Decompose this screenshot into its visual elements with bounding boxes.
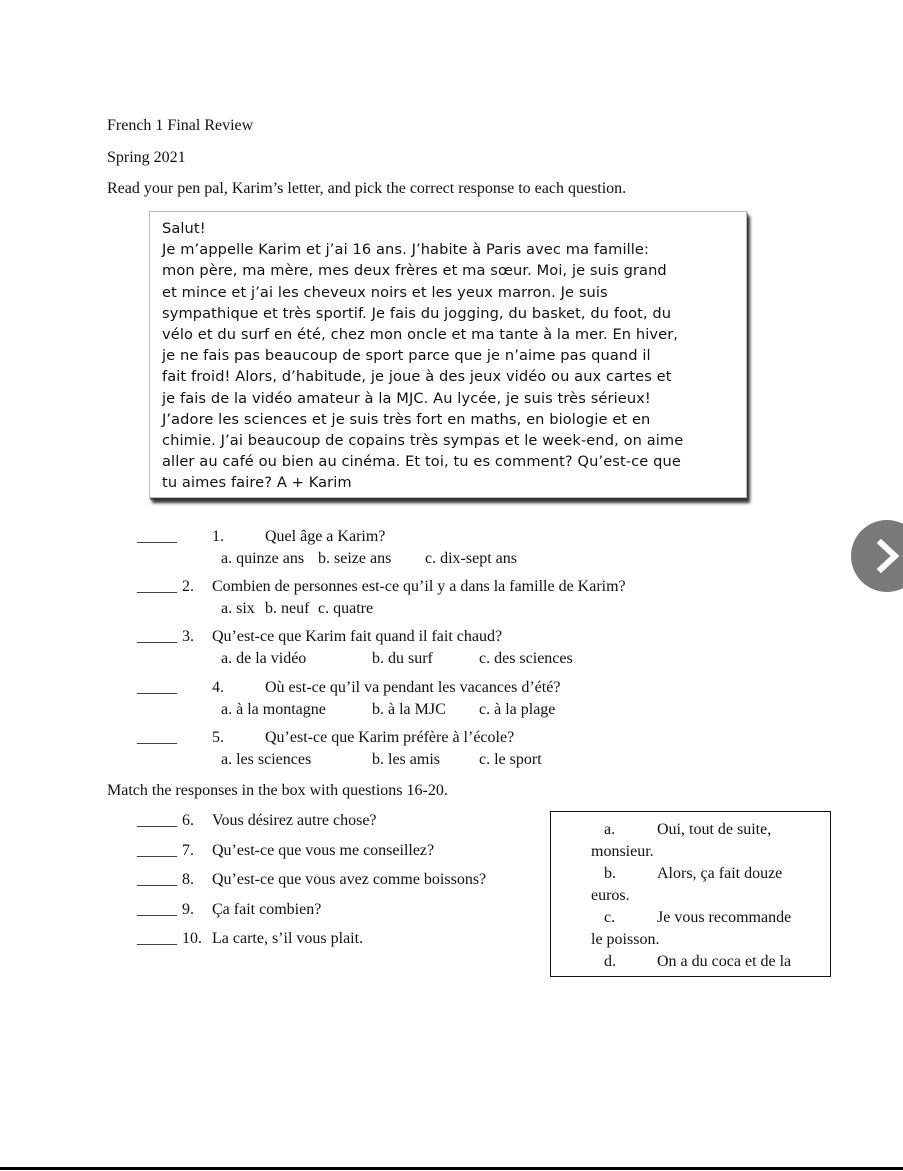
question-number: 7.	[182, 842, 194, 859]
letter-line: tu aimes faire? A + Karim	[162, 474, 352, 492]
question-text: Vous désirez autre chose?	[212, 812, 377, 829]
page-bottom-border	[0, 1167, 903, 1170]
response-text: Oui, tout de suite,	[657, 821, 772, 838]
letter-line: Je m’appelle Karim et j’ai 16 ans. J’habite à Paris avec ma famille:	[162, 241, 650, 259]
question-number: 9.	[182, 901, 194, 918]
letter-line: je fais de la vidéo amateur à la MJC. Au lycée, je suis très sérieux!	[162, 389, 651, 407]
letter-line: et mince et j’ai les cheveux noirs et les yeux marron. Je suis	[162, 283, 608, 301]
next-page-button[interactable]	[851, 520, 903, 592]
question-text: Qu’est-ce que vous avez comme boissons?	[212, 871, 487, 888]
question-number: 3.	[182, 628, 194, 645]
letter-line: chimie. J’ai beaucoup de copains très sympas et le week-end, on aime	[162, 432, 684, 450]
option-b: b. à la MJC	[372, 701, 446, 718]
option-b: b. les amis	[372, 751, 440, 768]
option-a: a. à la montagne	[221, 701, 326, 718]
question-number: 6.	[182, 812, 194, 829]
letter-line: J’adore les sciences et je suis très fort en maths, en biologie et en	[162, 410, 651, 428]
letter-line: vélo et du surf en été, chez mon oncle et ma tante à la mer. En hiver,	[162, 326, 679, 344]
document-title: French 1 Final Review	[107, 117, 254, 134]
answer-blank: _____	[137, 871, 177, 888]
response-text: On a du coca et de la	[657, 953, 792, 970]
answer-blank: _____	[137, 901, 177, 918]
question-text: Où est-ce qu’il va pendant les vacances d’été?	[265, 679, 561, 696]
question-text: Qu’est-ce que Karim préfère à l’école?	[265, 729, 515, 746]
question-number: 8.	[182, 871, 194, 888]
response-continuation: monsieur.	[591, 843, 654, 860]
question-text: Quel âge a Karim?	[265, 528, 386, 545]
option-a: a. quinze ans	[221, 550, 305, 567]
option-a: a. six	[221, 600, 255, 617]
option-c: c. dix-sept ans	[425, 550, 517, 567]
answer-blank: _____	[137, 528, 177, 545]
letter-line: mon père, ma mère, mes deux frères et ma sœur. Moi, je suis grand	[162, 262, 667, 280]
question-number: 4.	[212, 679, 224, 696]
response-text: Alors, ça fait douze	[657, 865, 783, 882]
chevron-right-icon	[869, 538, 903, 574]
question-text: Qu’est-ce que vous me conseillez?	[212, 842, 435, 859]
letter-line: je ne fais pas beaucoup de sport parce que je n’aime pas quand il	[162, 347, 651, 365]
response-letter: c.	[604, 909, 616, 926]
question-text: Qu’est-ce que Karim fait quand il fait chaud?	[212, 628, 503, 645]
option-b: b. seize ans	[318, 550, 392, 567]
option-c: c. des sciences	[479, 650, 573, 667]
response-continuation: le poisson.	[591, 931, 660, 948]
letter-line: fait froid! Alors, d’habitude, je joue à des jeux vidéo ou aux cartes et	[162, 368, 672, 386]
answer-blank: _____	[137, 628, 177, 645]
question-number: 2.	[182, 578, 194, 595]
option-b: b. du surf	[372, 650, 433, 667]
response-letter: a.	[604, 821, 616, 838]
answer-blank: _____	[137, 578, 177, 595]
question-number: 10.	[182, 930, 202, 947]
question-text: Ça fait combien?	[212, 901, 322, 918]
reading-instructions: Read your pen pal, Karim’s letter, and pick the correct response to each question.	[107, 180, 627, 197]
pen-pal-letter	[149, 211, 747, 498]
question-text: Combien de personnes est-ce qu’il y a dans la famille de Karim?	[212, 578, 626, 595]
responses-box	[550, 811, 831, 977]
option-c: c. le sport	[479, 751, 542, 768]
answer-blank: _____	[137, 679, 177, 696]
letter-line: sympathique et très sportif. Je fais du jogging, du basket, du foot, du	[162, 304, 672, 322]
letter-line: Salut!	[162, 220, 206, 237]
answer-blank: _____	[137, 842, 177, 859]
option-a: a. les sciences	[221, 751, 312, 768]
answer-blank: _____	[137, 930, 177, 947]
question-number: 1.	[212, 528, 224, 545]
answer-blank: _____	[137, 729, 177, 746]
option-c: c. à la plage	[479, 701, 556, 718]
document-subtitle: Spring 2021	[107, 149, 186, 166]
response-text: Je vous recommande	[657, 909, 792, 926]
letter-line: aller au café ou bien au cinéma. Et toi, tu es comment? Qu’est-ce que	[162, 453, 681, 471]
question-number: 5.	[212, 729, 224, 746]
response-letter: d.	[604, 953, 616, 970]
response-letter: b.	[604, 865, 616, 882]
question-text: La carte, s’il vous plait.	[212, 930, 364, 947]
option-c: c. quatre	[318, 600, 374, 617]
answer-blank: _____	[137, 812, 177, 829]
option-b: b. neuf	[265, 600, 310, 617]
response-continuation: euros.	[591, 887, 630, 904]
option-a: a. de la vidéo	[221, 650, 307, 667]
matching-instructions: Match the responses in the box with questions 16-20.	[107, 782, 448, 799]
